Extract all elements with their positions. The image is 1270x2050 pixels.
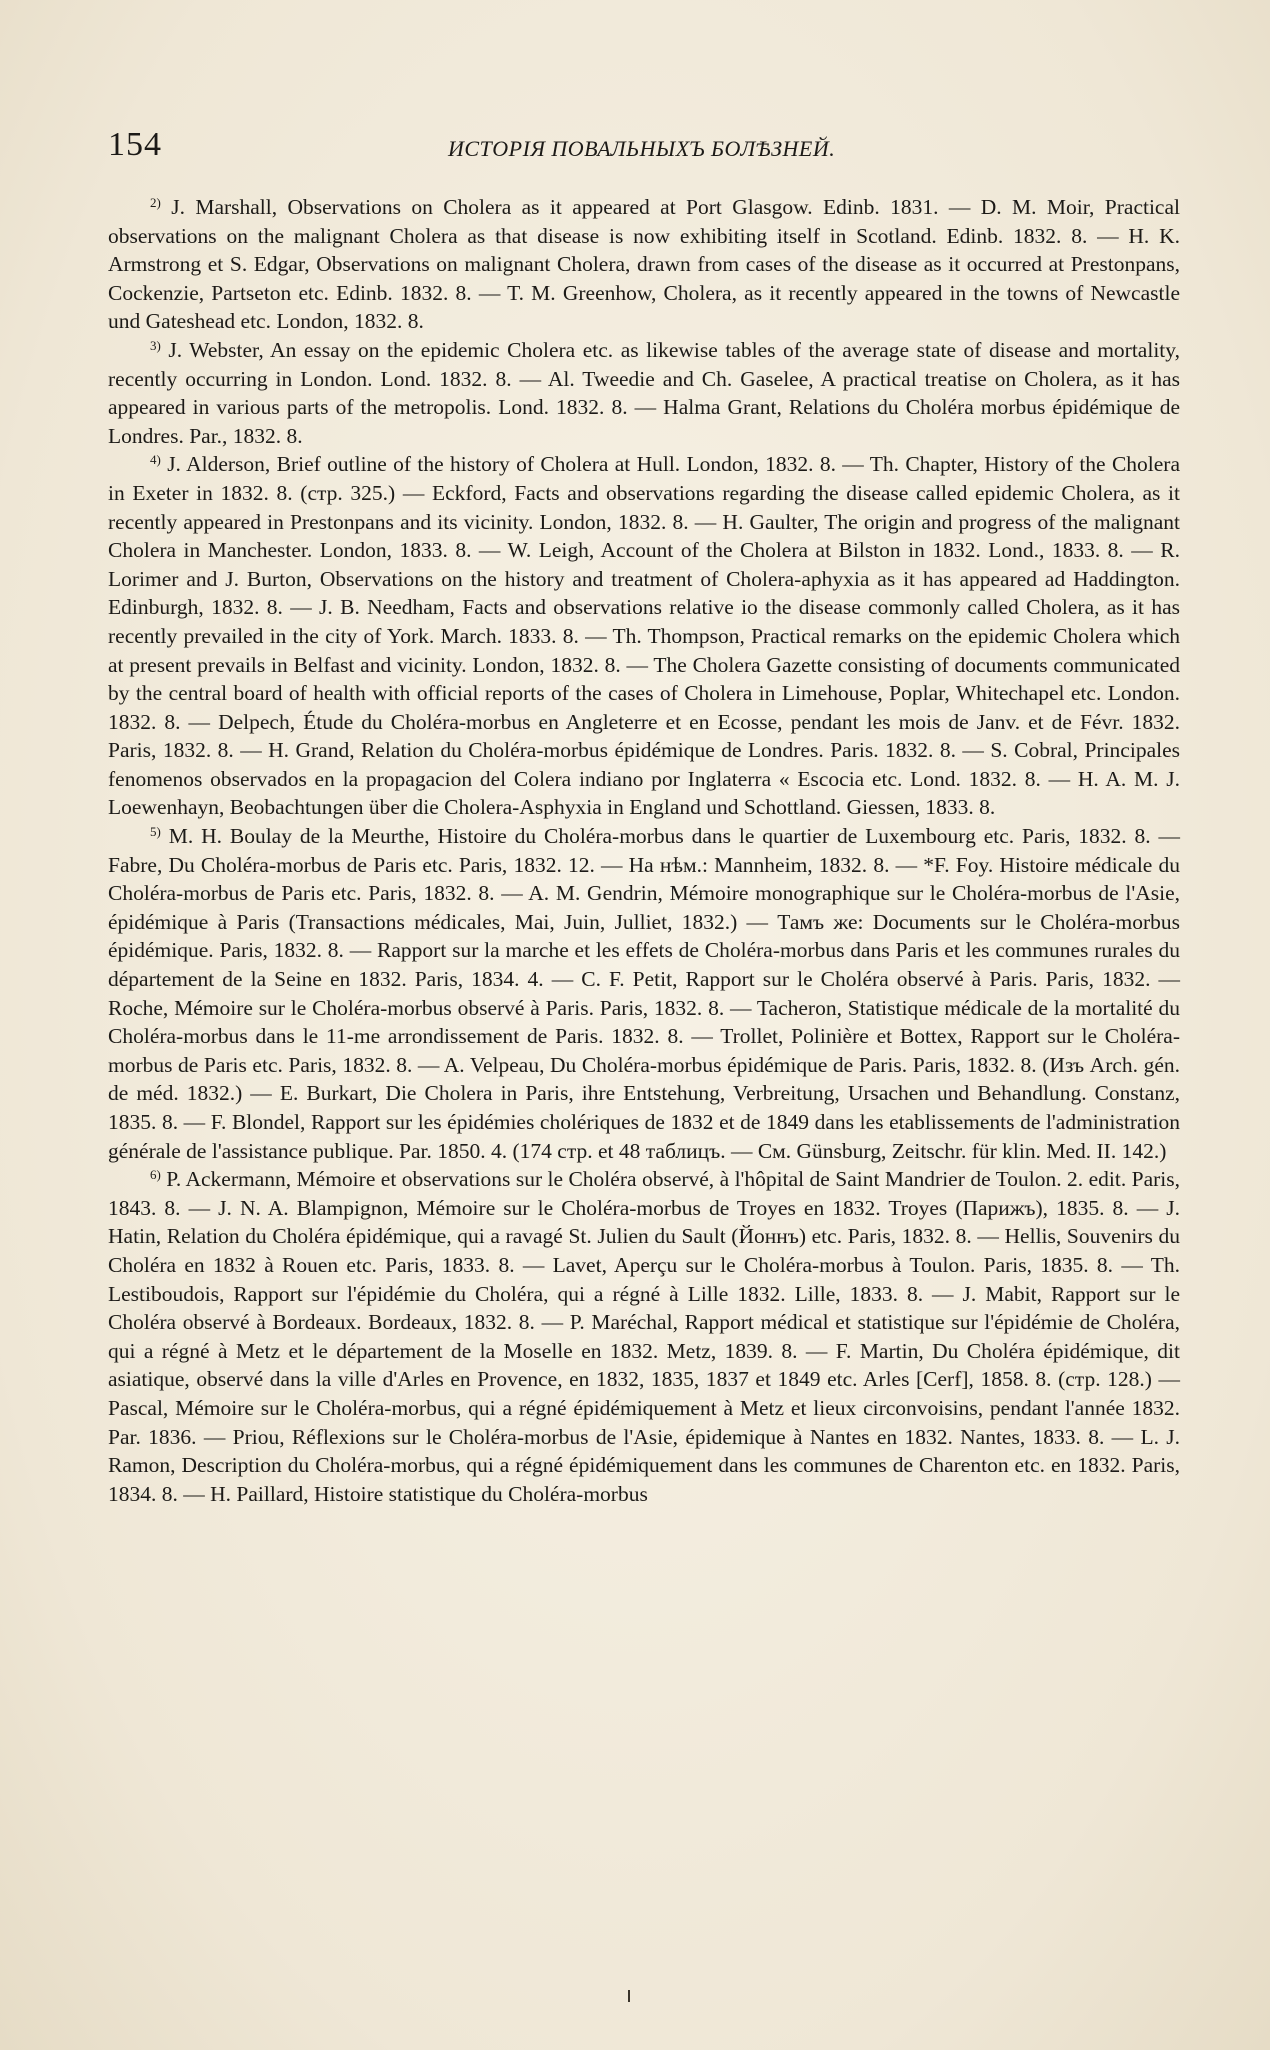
print-mark — [628, 1990, 630, 2002]
footnote-text: J. Webster, An essay on the epidemic Cholera etc. as likewise tables of the average state of disease and mortality, recently occurring in London. Lond. 1832. 8. — Al. Tweedie and Ch. Gaselee, A practical treatise on Cholera, as it has appeared in various parts of the metropolis. Lond. 1832. 8. — Halma Grant, Relations du Choléra morbus épidémique de Londres. Par., 1832. 8. — [108, 337, 1180, 448]
footnote — [108, 193, 1180, 336]
footnote — [108, 1165, 1180, 1508]
footnote-marker: 6) — [150, 1167, 161, 1183]
footnote-marker: 4) — [150, 452, 161, 468]
footnote-marker: 5) — [150, 824, 161, 840]
footnote — [108, 450, 1180, 822]
page-header — [108, 126, 1168, 170]
footnotes-block — [108, 193, 1180, 1508]
footnote-marker: 2) — [150, 195, 161, 210]
footnote-text: M. H. Boulay de la Meurthe, Histoire du Choléra-morbus dans le quartier de Luxembourg etc. Paris, 1832. 8. — Fabre, Du Choléra-morbus de Paris etc. Paris, 1832. 12. — На нѣм.: Mannheim, 1832. 8. — *F. Foy. Histoire médicale du Choléra-morbus de Paris etc. Paris, 1832. 8. — A. M. Gendrin, Mémoire monographique sur le Choléra-morbus de l'Asie, épidémique à Paris (Transactions médicales, Mai, Juin, Julliet, 1832.) — Тамъ же: Documents sur le Choléra-morbus épidémique. Paris, 1832. 8. — Rapport sur la marche et les effets de Choléra-morbus dans Paris et les communes rurales du département de la Seine en 1832. Paris, 1834. 4. — C. F. Petit, Rapport sur le Choléra observé à Paris. Paris, 1832. — Roche, Mémoire sur le Choléra-morbus observé à Paris. Paris, 1832. 8. — Tacheron, Statistique médicale de la mortalité du Choléra-morbus dans le 11-me arrondissement de Paris. 1832. 8. — Trollet, Polinière et Bottex, Rapport sur le Choléra-morbus de Paris etc. Paris, 1832. 8. — A. Velpeau, Du Choléra-morbus épidémique de Paris. Paris, 1832. 8. (Изъ Arch. gén. de méd. 1832.) — E. Burkart, Die Cholera in Paris, ihre Entstehung, Verbreitung, Ursachen und Behandlung. Constanz, 1835. 8. — F. Blondel, Rapport sur les épidémies cholériques de 1832 et de 1849 dans les etablissements de l'administration générale de l'assistance publique. Par. 1850. 4. (174 стр. et 48 таблицъ. — См. Günsburg, Zeitschr. für klin. Med. II. 142.) — [108, 824, 1180, 1163]
footnote-text: P. Ackermann, Mémoire et observations sur le Choléra observé, à l'hôpital de Saint Mandrier de Toulon. 2. edit. Paris, 1843. 8. — J. N. A. Blampignon, Mémoire sur le Choléra-morbus de Troyes en 1832. Troyes (Парижъ), 1835. 8. — J. Hatin, Relation du Choléra épidémique, qui a ravagé St. Julien du Sault (Йоннъ) etc. Paris, 1832. 8. — Hellis, Souvenirs du Choléra en 1832 à Rouen etc. Paris, 1833. 8. — Lavet, Aperçu sur le Choléra-morbus à Toulon. Paris, 1835. 8. — Th. Lestiboudois, Rapport sur l'épidémie du Choléra, qui a régné à Lille 1832. Lille, 1833. 8. — J. Mabit, Rapport sur le Choléra observé à Bordeaux. Bordeaux, 1832. 8. — P. Maréchal, Rapport médical et statistique sur l'épidémie de Choléra, qui a régné à Metz et le département de la Moselle en 1832. Metz, 1839. 8. — F. Martin, Du Choléra épidémique, dit asiatique, observé dans la ville d'Arles en Provence, en 1832, 1835, 1837 et 1849 etc. Arles [Cerf], 1858. 8. (стр. 128.) — Pascal, Mémoire sur le Choléra-morbus, qui a régné épidémiquement à Metz et lieux circonvoisins, pendant l'année 1832. Par. 1836. — Priou, Réflexions sur le Choléra-morbus de l'Asie, épidemique à Nantes en 1832. Nantes, 1833. 8. — L. J. Ramon, Description du Choléra-morbus, qui a régné épidémiquement dans les communes de Charenton etc. en 1832. Paris, 1834. 8. — H. Paillard, Histoire statistique du Choléra-morbus — [108, 1167, 1181, 1506]
footnote-text: J. Alderson, Brief outline of the history of Cholera at Hull. London, 1832. 8. — Th. Chapter, History of the Cholera in Exeter in 1832. 8. (стр. 325.) — Eckford, Facts and observations regarding the disease called epidemic Cholera, as it recently appeared in Prestonpans and its vicinity. London, 1832. 8. — H. Gaulter, The origin and progress of the malignant Cholera in Manchester. London, 1833. 8. — W. Leigh, Account of the Cholera at Bilston in 1832. Lond., 1833. 8. — R. Lorimer and J. Burton, Observations on the history and treatment of Cholera-aphyxia as it has appeared ad Haddington. Edinburgh, 1832. 8. — J. B. Needham, Facts and observations relative io the disease commonly called Cholera, as it has recently prevailed in the city of York. March. 1833. 8. — Th. Thompson, Practical remarks on the epidemic Cholera which at present prevails in Belfast and vicinity. London, 1832. 8. — The Cholera Gazette consisting of documents communicated by the central board of health with official reports of the cases of Cholera in Limehouse, Poplar, Whitechapel etc. London. 1832. 8. — Delpech, Étude du Choléra-morbus en Angleterre et en Ecosse, pendant les mois de Janv. et de Févr. 1832. Paris, 1832. 8. — H. Grand, Relation du Choléra-morbus épidémique de Londres. Paris. 1832. 8. — S. Cobral, Principales fenomenos observados en la propagacion del Colera indiano por Inglaterra « Escocia etc. Lond. 1832. 8. — H. A. M. J. Loewenhayn, Beobachtungen über die Cholera-Asphyxia in England und Schottland. Giessen, 1833. 8. — [108, 452, 1180, 820]
footnote-marker: 3) — [150, 337, 161, 353]
page-number: 154 — [108, 126, 162, 163]
running-title: ИСТОРІЯ ПОВАЛЬНЫХЪ БОЛѢЗНЕЙ. — [448, 136, 836, 161]
footnote — [108, 336, 1180, 450]
footnote-text: J. Marshall, Observations on Cholera as it appeared at Port Glasgow. Edinb. 1831. — D. M. Moir, Practical observations on the malignant Cholera as that disease is now exhibiting itself in Scotland. Edinb. 1832. 8. — H. K. Armstrong et S. Edgar, Observations on malignant Cholera, drawn from cases of the disease as it occurred at Prestonpans, Cockenzie, Partseton etc. Edinb. 1832. 8. — T. M. Greenhow, Cholera, as it recently appeared in the towns of Newcastle und Gateshead etc. London, 1832. 8. — [108, 195, 1180, 334]
footnote — [108, 822, 1180, 1165]
